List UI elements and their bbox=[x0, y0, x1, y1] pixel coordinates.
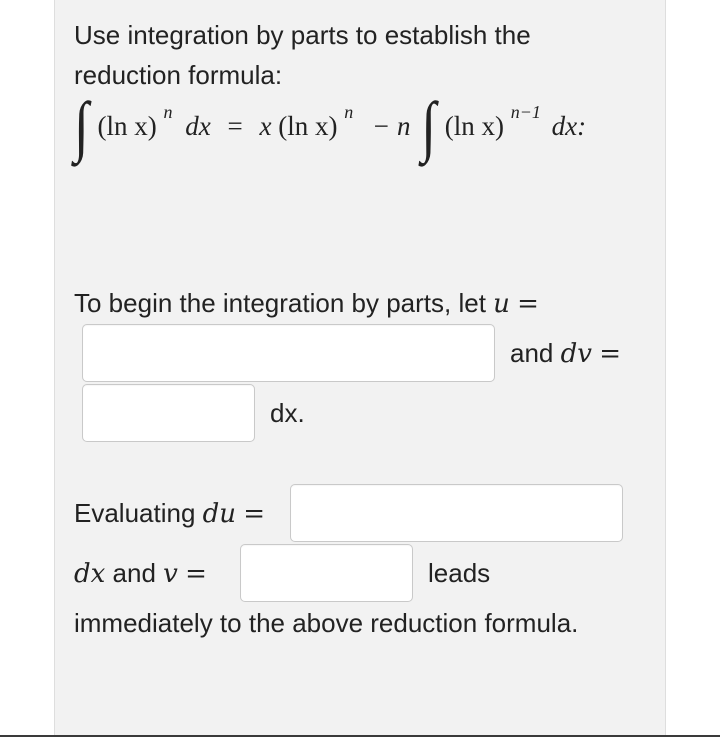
v-input[interactable] bbox=[240, 544, 413, 602]
rhs-base-2: (ln x) bbox=[444, 110, 504, 141]
u-equals: = bbox=[517, 289, 539, 319]
final-line: immediately to the above reduction formula. bbox=[74, 608, 579, 638]
formula-equals: = bbox=[227, 110, 243, 141]
dv-label bbox=[510, 338, 621, 369]
and-text-dv: and bbox=[510, 338, 554, 368]
lhs-base: (ln x) bbox=[97, 110, 157, 141]
rhs-base: (ln x) bbox=[278, 110, 338, 141]
u-variable: u bbox=[493, 289, 510, 319]
lhs-exponent: n bbox=[163, 102, 173, 123]
du-variable: du bbox=[202, 499, 237, 529]
du-equals: = bbox=[243, 499, 266, 529]
intro-line-1: Use integration by parts to establish the bbox=[74, 20, 531, 50]
du-input[interactable] bbox=[290, 484, 623, 542]
u-input[interactable] bbox=[82, 324, 495, 382]
reduction-formula bbox=[74, 88, 587, 176]
dv-equals: = bbox=[599, 339, 621, 369]
intro-line-2: reduction formula: bbox=[74, 60, 283, 90]
rhs-exponent-2: n−1 bbox=[510, 102, 541, 123]
dx-period: dx. bbox=[270, 398, 305, 428]
leads-text: leads bbox=[428, 558, 491, 588]
integral-sign: ∫ bbox=[74, 88, 89, 164]
begin-text: To begin the integration by parts, let bbox=[74, 288, 486, 318]
evaluating-text: Evaluating bbox=[74, 498, 196, 528]
rhs-dx: dx: bbox=[551, 110, 587, 141]
dv-input[interactable] bbox=[82, 384, 255, 442]
dx-variable: dx bbox=[74, 559, 106, 589]
v-equals: = bbox=[185, 559, 207, 589]
rhs-x: x bbox=[259, 110, 272, 141]
evaluating-label bbox=[74, 498, 265, 529]
minus-n: − n bbox=[371, 110, 411, 141]
bottom-divider bbox=[0, 735, 720, 737]
lhs-dx: dx bbox=[185, 110, 211, 141]
v-variable: v bbox=[163, 559, 178, 589]
dv-variable: dv bbox=[560, 339, 592, 369]
rhs-exponent: n bbox=[344, 102, 354, 123]
and-text-v: and bbox=[112, 558, 156, 588]
v-label bbox=[74, 558, 207, 589]
rhs-integral-sign: ∫ bbox=[421, 88, 436, 164]
begin-sentence bbox=[74, 288, 539, 319]
